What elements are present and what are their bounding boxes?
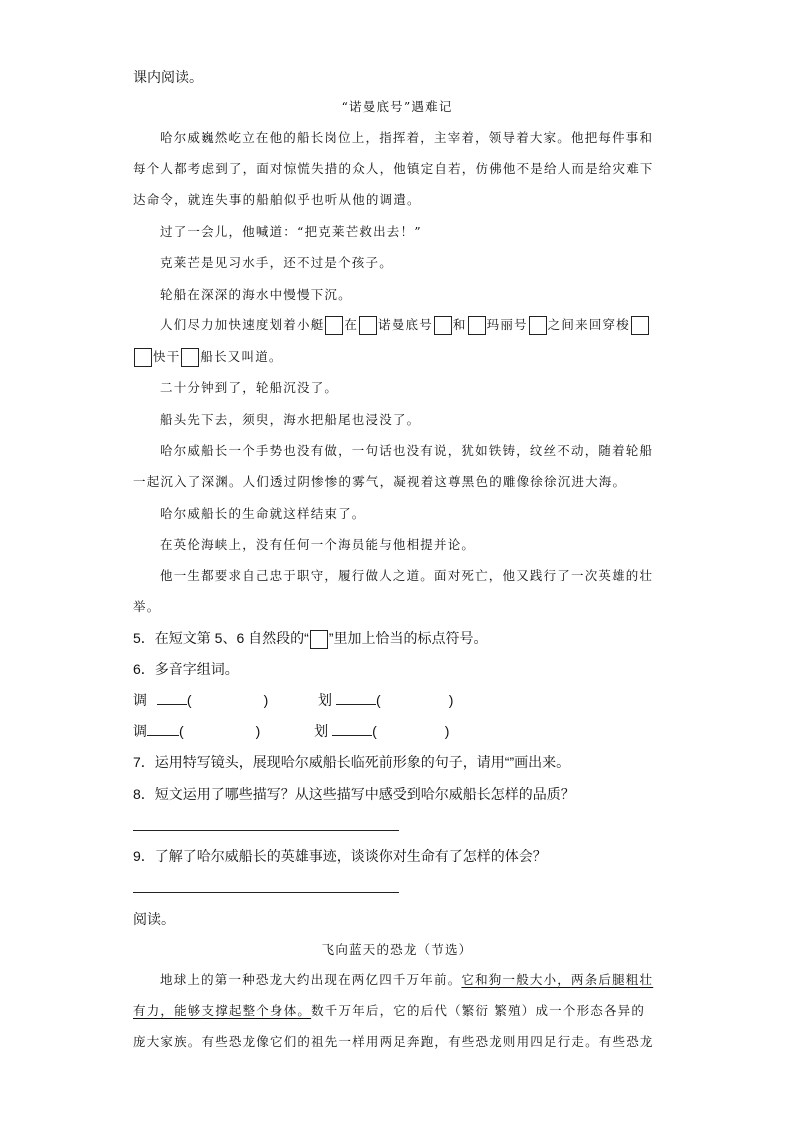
paragraph-line-with-boxes <box>133 347 283 367</box>
underlined-text: 它和狗一般大小，两条后腿粗壮 <box>461 972 654 987</box>
paren-close: ) <box>263 692 269 708</box>
text-segment: 和 <box>452 317 467 332</box>
text-segment: 之间来回穿梭 <box>547 317 630 332</box>
underlined-text: 有力，能够支撑起整个身体。 <box>133 1003 312 1018</box>
paren-open: ( <box>186 692 192 708</box>
paren-open: ( <box>376 692 381 708</box>
text-segment: 人们尽力加快速度划着小艇 <box>160 317 325 332</box>
text-segment: 在 <box>344 317 359 332</box>
text-segment: 船长又叫道。 <box>200 349 283 364</box>
punctuation-box[interactable] <box>529 316 547 335</box>
polyphone-char: 划 <box>314 723 329 739</box>
punctuation-box[interactable] <box>134 348 152 367</box>
paragraph-line-with-boxes <box>160 315 650 335</box>
answer-blank[interactable] <box>332 721 372 736</box>
answer-blank[interactable] <box>147 721 179 736</box>
polyphone-char: 划 <box>318 692 333 708</box>
question-text: 5．在短文第 5、6 自然段的“ <box>133 630 309 646</box>
punctuation-box[interactable] <box>325 316 343 335</box>
question-6: 6．多音字组词。 <box>133 661 239 677</box>
paragraph-line: 在英伦海峡上，没有任何一个海员能与他相提并论。 <box>160 537 476 552</box>
polyphone-row <box>133 690 453 710</box>
question-text: ”里加上恰当的标点符号。 <box>328 630 488 646</box>
section-heading: 阅读。 <box>133 911 175 927</box>
polyphone-char: 调 <box>133 692 147 708</box>
paragraph-line: 每个人都考虑到了，面对惊慌失措的众人，他镇定自若，仿佛他不是给人而是给灾难下 <box>133 161 654 176</box>
punctuation-box <box>310 630 328 649</box>
text-segment: 诺曼底号 <box>378 317 433 332</box>
punctuation-box[interactable] <box>631 316 649 335</box>
paragraph-line <box>160 970 653 990</box>
passage-title: 飞向蓝天的恐龙（节选） <box>321 942 473 957</box>
punctuation-box[interactable] <box>359 316 377 335</box>
paragraph-line <box>133 1001 645 1021</box>
paragraph-line: 他一生都要求自己忠于职守，履行做人之道。面对死亡，他又践行了一次英雄的壮 <box>160 568 654 583</box>
question-8: 8．短文运用了哪些描写？从这些描写中感受到哈尔威船长怎样的品质？ <box>133 786 575 802</box>
paragraph-line: 克莱芒是见习水手，还不过是个孩子。 <box>160 255 393 270</box>
question-9: 9．了解了哈尔威船长的英雄事迹，谈谈你对生命有了怎样的体会？ <box>133 848 547 864</box>
paragraph-line: 举。 <box>133 599 161 614</box>
paragraph-line: 哈尔威船长一个手势也没有做，一句话也没有说，犹如铁铸，纹丝不动，随着轮船 <box>160 443 654 458</box>
polyphone-row <box>133 721 449 741</box>
paragraph-line: 哈尔威巍然屹立在他的船长岗位上，指挥着，主宰着，领导着大家。他把每件事和 <box>160 130 654 145</box>
paren-open: ( <box>372 723 377 739</box>
question-5 <box>133 628 487 649</box>
punctuation-box[interactable] <box>468 316 486 335</box>
passage-title: “诺曼底号”遇难记 <box>341 99 453 114</box>
punctuation-box[interactable] <box>181 348 199 367</box>
paragraph-line: 轮船在深深的海水中慢慢下沉。 <box>160 287 352 302</box>
punctuation-box[interactable] <box>434 316 452 335</box>
text-segment: 玛丽号 <box>486 317 528 332</box>
paragraph-line: 一起沉入了深渊。人们透过阴惨惨的雾气，凝视着这尊黑色的雕像徐徐沉进大海。 <box>133 474 627 489</box>
answer-blank[interactable] <box>157 690 187 705</box>
paren-close: ) <box>255 723 261 739</box>
question-7: 7．运用特写镜头，展现哈尔威船长临死前形象的句子，请用“”画出来。 <box>133 754 571 770</box>
answer-blank[interactable] <box>336 690 376 705</box>
answer-line[interactable] <box>133 830 399 831</box>
paragraph-line: 哈尔威船长的生命就这样结束了。 <box>160 506 366 521</box>
paren-open: ( <box>179 723 184 739</box>
text-segment: 数千万年后，它的后代（繁衍 繁殖）成一个形态各异的 <box>311 1003 646 1018</box>
paragraph-line: 达命令，就连失事的船舶似乎也听从他的调遣。 <box>133 192 421 207</box>
paren-close: ) <box>444 723 450 739</box>
text-segment: 快干 <box>153 349 181 364</box>
paragraph-line: 二十分钟到了，轮船沉没了。 <box>160 380 339 395</box>
paragraph-line: 庞大家族。有些恐龙像它们的祖先一样用两足奔跑，有些恐龙则用四足行走。有些恐龙 <box>133 1034 654 1049</box>
polyphone-char: 调 <box>133 723 147 739</box>
paren-close: ) <box>448 692 454 708</box>
answer-line[interactable] <box>133 892 399 893</box>
paragraph-line: 过了一会儿，他喊道：“把克莱芒救出去！” <box>160 224 422 239</box>
text-segment: 地球上的第一种恐龙大约出现在两亿四千万年前。 <box>160 972 462 987</box>
paragraph-line: 船头先下去，须臾，海水把船尾也浸没了。 <box>160 412 421 427</box>
section-heading: 课内阅读。 <box>133 69 203 85</box>
